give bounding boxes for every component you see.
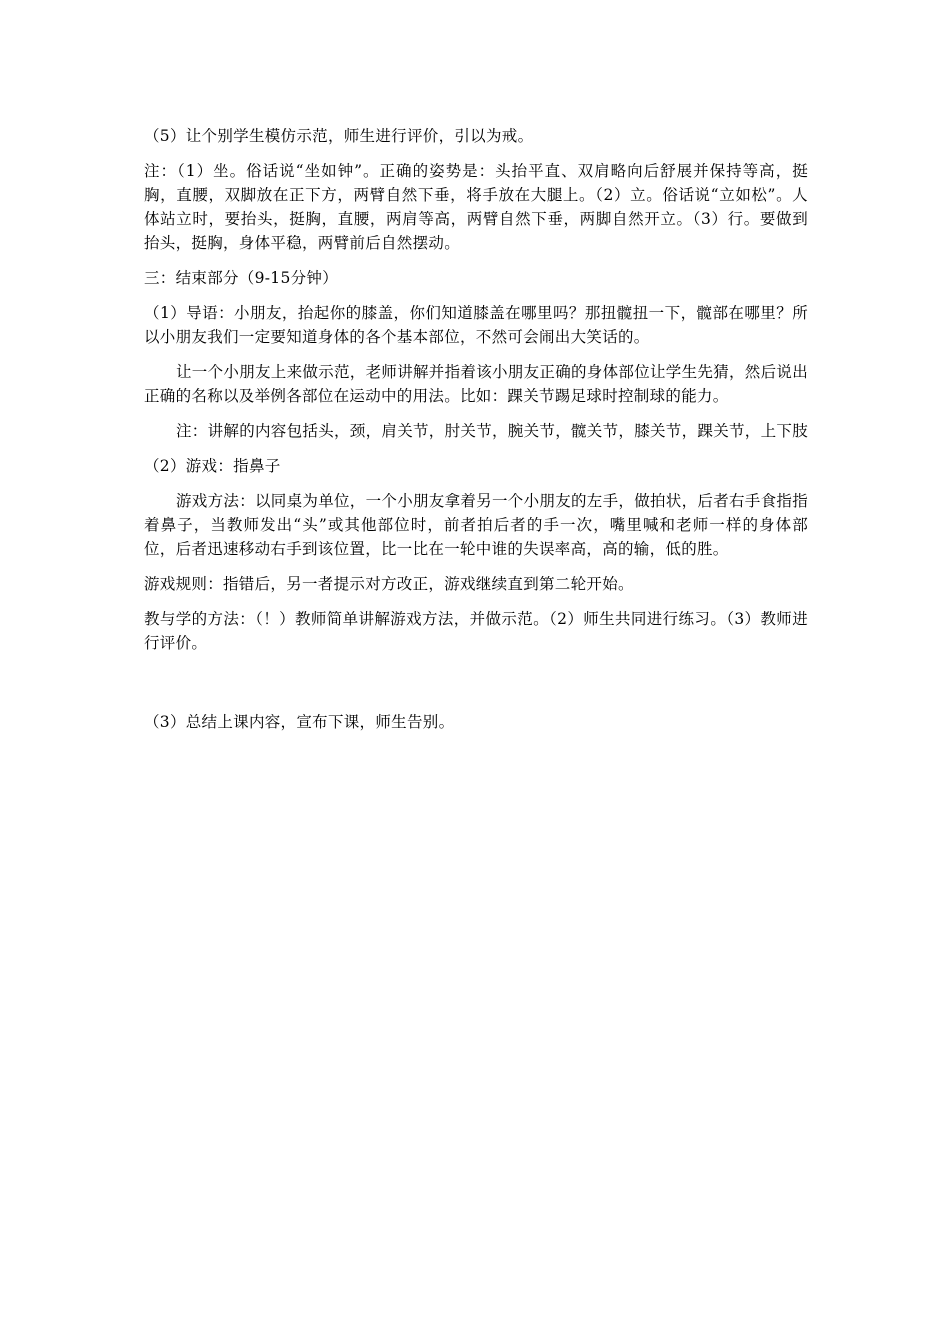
blank-spacer	[144, 666, 808, 710]
paragraph-game-title: （2）游戏：指鼻子	[144, 457, 281, 475]
paragraph-intro-speech: （1）导语：小朋友，抬起你的膝盖，你们知道膝盖在哪里吗？那扭髋扭一下，髋部在哪里？所以小朋友我们一定要知道身体的各个基本部位，不然可会闹出大笑话的。	[144, 304, 808, 346]
paragraph-game-rules: 游戏规则：指错后，另一者提示对方改正，游戏继续直到第二轮开始。	[144, 575, 634, 593]
paragraph-body-parts-note: 注：讲解的内容包括头，颈，肩关节，肘关节，腕关节，髋关节，膝关节，踝关节，上下肢	[176, 422, 809, 440]
paragraph-teaching-method: 教与学的方法：（！）教师简单讲解游戏方法，并做示范。（2）师生共同进行练习。（3）教师进行评价。	[144, 610, 808, 652]
document-page	[144, 124, 808, 745]
paragraph-demonstration: 让一个小朋友上来做示范，老师讲解并指着该小朋友正确的身体部位让学生先猜，然后说出正确的名称以及举例各部位在运动中的用法。比如：踝关节踢足球时控制球的能力。	[144, 363, 809, 405]
paragraph-posture-note: 注：（1）坐。俗话说“坐如钟”。正确的姿势是：头抬平直、双肩略向后舒展并保持等高，挺胸，直腰，双脚放在正下方，两臂自然下垂，将手放在大腿上。（2）立。俗话说“立如松”。人体站立时，要抬头，挺胸，直腰，两肩等高，两臂自然下垂，两脚自然开立。（3）行。要做到抬头，挺胸，身体平稳，两臂前后自然摆动。	[144, 162, 808, 252]
section-heading-ending: 三：结束部分（9-15分钟）	[144, 269, 339, 287]
paragraph-game-method: 游戏方法：以同桌为单位，一个小朋友拿着另一个小朋友的左手，做拍状，后者右手食指指着鼻子，当教师发出“头”或其他部位时，前者拍后者的手一次，嘴里喊和老师一样的身体部位，后者迅速移动右手到该位置，比一比在一轮中谁的失误率高，高的输，低的胜。	[144, 492, 809, 558]
paragraph-summary: （3）总结上课内容，宣布下课，师生告别。	[144, 713, 455, 731]
paragraph-imitation-demo: （5）让个别学生模仿示范，师生进行评价，引以为戒。	[144, 127, 534, 145]
